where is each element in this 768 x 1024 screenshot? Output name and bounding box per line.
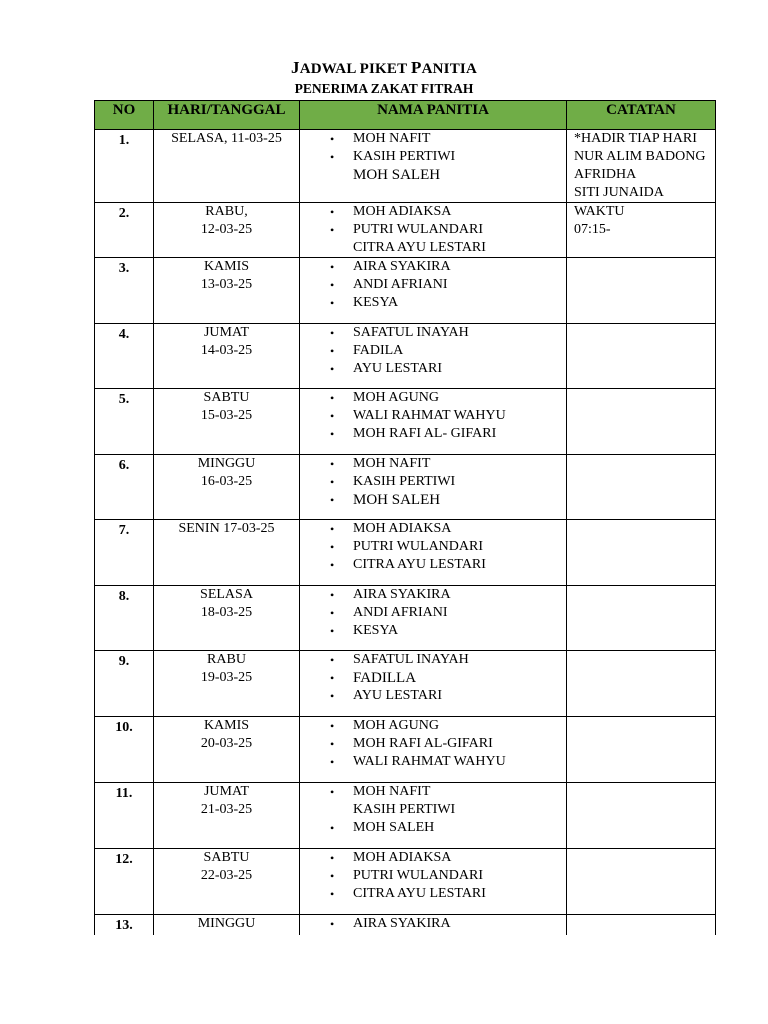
row-day bbox=[154, 258, 300, 324]
header-day: HARI/TANGGAL bbox=[154, 101, 300, 130]
header-no: NO bbox=[95, 101, 154, 130]
row-note bbox=[567, 586, 716, 651]
member-name: WALI RAHMAT WAHYU bbox=[353, 754, 506, 769]
committee-member bbox=[330, 520, 566, 538]
member-name: SAFATUL INAYAH bbox=[353, 325, 469, 340]
row-note bbox=[567, 520, 716, 586]
member-name: MOH RAFI AL- GIFARI bbox=[353, 426, 497, 441]
member-name: MOH RAFI AL-GIFARI bbox=[353, 736, 493, 751]
row-number: 1. bbox=[95, 130, 154, 203]
committee-member bbox=[330, 130, 566, 148]
committee-member bbox=[330, 604, 566, 622]
member-name: FADILA bbox=[353, 343, 404, 358]
committee-member bbox=[330, 783, 566, 801]
row-committee-names bbox=[300, 455, 567, 520]
row-day bbox=[154, 651, 300, 717]
committee-member bbox=[330, 556, 566, 574]
bullet-icon: • bbox=[330, 362, 335, 376]
row-day bbox=[154, 915, 300, 936]
note-line: 07:15- bbox=[574, 222, 611, 237]
committee-member bbox=[330, 586, 566, 604]
names-list bbox=[330, 258, 566, 312]
committee-member bbox=[330, 276, 566, 294]
bullet-icon: • bbox=[330, 869, 335, 883]
table-row bbox=[95, 324, 716, 389]
day-line: SABTU bbox=[203, 850, 250, 865]
table-row bbox=[95, 455, 716, 520]
member-name: CITRA AYU LESTARI bbox=[353, 886, 486, 901]
member-name: KASIH PERTIWI bbox=[353, 149, 456, 164]
row-number: 12. bbox=[95, 849, 154, 915]
member-name: MOH NAFIT bbox=[353, 784, 431, 799]
title-part-1: ADWAL PIKET bbox=[299, 61, 412, 77]
member-name: MOH SALEH bbox=[353, 492, 441, 508]
member-name: AIRA SYAKIRA bbox=[353, 587, 451, 602]
bullet-icon: • bbox=[330, 475, 335, 489]
member-name: ANDI AFRIANI bbox=[353, 277, 448, 292]
names-list bbox=[330, 586, 566, 640]
bullet-icon: • bbox=[330, 540, 335, 554]
bullet-icon: • bbox=[330, 260, 335, 274]
row-day bbox=[154, 586, 300, 651]
bullet-icon: • bbox=[330, 737, 335, 751]
member-name: KESYA bbox=[353, 295, 399, 310]
member-name: AIRA SYAKIRA bbox=[353, 916, 451, 931]
member-name: PUTRI WULANDARI bbox=[353, 868, 484, 883]
committee-member bbox=[330, 389, 566, 407]
committee-member bbox=[330, 425, 566, 443]
bullet-icon: • bbox=[330, 821, 335, 835]
row-committee-names bbox=[300, 389, 567, 455]
row-note bbox=[567, 389, 716, 455]
row-note bbox=[567, 203, 716, 258]
document-subtitle: PENERIMA ZAKAT FITRAH bbox=[294, 81, 474, 96]
committee-member bbox=[330, 491, 566, 509]
committee-member bbox=[330, 867, 566, 885]
bullet-icon: • bbox=[330, 719, 335, 733]
table-row bbox=[95, 130, 716, 203]
row-day bbox=[154, 203, 300, 258]
member-name: AYU LESTARI bbox=[353, 688, 442, 703]
row-number: 8. bbox=[95, 586, 154, 651]
names-list bbox=[330, 455, 566, 509]
member-name: MOH NAFIT bbox=[353, 131, 431, 146]
row-note bbox=[567, 783, 716, 849]
member-name: MOH NAFIT bbox=[353, 456, 431, 471]
row-note bbox=[567, 130, 716, 203]
member-name: MOH SALEH bbox=[353, 820, 435, 835]
names-list bbox=[330, 203, 566, 257]
row-note bbox=[567, 324, 716, 389]
bullet-icon: • bbox=[330, 917, 335, 931]
day-line: 19-03-25 bbox=[200, 670, 253, 685]
title-initial-1: J bbox=[290, 58, 300, 77]
day-line: JUMAT bbox=[203, 325, 250, 340]
day-line: SABTU bbox=[203, 390, 250, 405]
row-day bbox=[154, 324, 300, 389]
title-part-2: ANITIA bbox=[421, 61, 477, 77]
names-list bbox=[330, 783, 566, 837]
row-committee-names bbox=[300, 520, 567, 586]
row-number: 5. bbox=[95, 389, 154, 455]
bullet-icon: • bbox=[330, 223, 335, 237]
member-name: KESYA bbox=[353, 623, 399, 638]
day-line: 18-03-25 bbox=[200, 605, 253, 620]
bullet-icon: • bbox=[330, 851, 335, 865]
day-line: KAMIS bbox=[203, 259, 250, 274]
bullet-icon: • bbox=[330, 391, 335, 405]
committee-member bbox=[330, 669, 566, 687]
member-name: MOH AGUNG bbox=[353, 390, 439, 405]
bullet-icon: • bbox=[330, 755, 335, 769]
bullet-icon: • bbox=[330, 296, 335, 310]
member-name: MOH AGUNG bbox=[353, 718, 439, 733]
row-note bbox=[567, 915, 716, 936]
bullet-icon: • bbox=[330, 558, 335, 572]
day-line: 22-03-25 bbox=[200, 868, 253, 883]
bullet-icon: • bbox=[330, 457, 335, 471]
member-name: MOH ADIAKSA bbox=[353, 850, 452, 865]
day-line: 21-03-25 bbox=[200, 802, 253, 817]
day-line: RABU bbox=[207, 652, 246, 667]
bullet-icon: • bbox=[330, 785, 335, 799]
committee-member bbox=[330, 538, 566, 556]
row-number: 9. bbox=[95, 651, 154, 717]
row-number: 10. bbox=[95, 717, 154, 783]
committee-member bbox=[330, 455, 566, 473]
bullet-icon: • bbox=[330, 522, 335, 536]
member-name: ANDI AFRIANI bbox=[353, 605, 448, 620]
committee-member bbox=[330, 735, 566, 753]
row-committee-names bbox=[300, 586, 567, 651]
day-line: KAMIS bbox=[203, 718, 250, 733]
committee-member bbox=[330, 166, 566, 184]
table-row bbox=[95, 717, 716, 783]
row-note bbox=[567, 455, 716, 520]
committee-member bbox=[330, 203, 566, 221]
title-initial-2: P bbox=[411, 58, 422, 77]
table-row bbox=[95, 203, 716, 258]
row-committee-names bbox=[300, 783, 567, 849]
member-name: KASIH PERTIWI bbox=[353, 474, 456, 489]
row-committee-names bbox=[300, 849, 567, 915]
day-line: JUMAT bbox=[203, 784, 250, 799]
table-body bbox=[95, 130, 716, 936]
member-name: AYU LESTARI bbox=[353, 361, 442, 376]
day-line: 16-03-25 bbox=[200, 474, 253, 489]
row-note bbox=[567, 849, 716, 915]
member-name: AIRA SYAKIRA bbox=[353, 259, 451, 274]
day-line: MINGGU bbox=[197, 916, 256, 931]
committee-member bbox=[330, 148, 566, 166]
row-note bbox=[567, 651, 716, 717]
committee-member bbox=[330, 473, 566, 491]
day-line: MINGGU bbox=[197, 456, 256, 471]
member-name: CITRA AYU LESTARI bbox=[353, 557, 486, 572]
member-name: MOH ADIAKSA bbox=[353, 521, 452, 536]
row-number: 13. bbox=[95, 915, 154, 936]
note-line: AFRIDHA bbox=[574, 167, 637, 182]
table-row bbox=[95, 783, 716, 849]
document-title bbox=[0, 58, 768, 78]
committee-member bbox=[330, 622, 566, 640]
member-name: PUTRI WULANDARI bbox=[353, 539, 484, 554]
names-list bbox=[330, 130, 566, 184]
row-committee-names bbox=[300, 130, 567, 203]
row-committee-names bbox=[300, 717, 567, 783]
note-line: WAKTU bbox=[574, 204, 625, 219]
row-note bbox=[567, 258, 716, 324]
member-name: MOH ADIAKSA bbox=[353, 204, 452, 219]
row-number: 4. bbox=[95, 324, 154, 389]
committee-member bbox=[330, 801, 566, 819]
bullet-icon: • bbox=[330, 493, 335, 507]
row-number: 7. bbox=[95, 520, 154, 586]
day-line: 14-03-25 bbox=[200, 343, 253, 358]
row-day bbox=[154, 520, 300, 586]
header-names: NAMA PANITIA bbox=[300, 101, 567, 130]
day-line: SELASA, 11-03-25 bbox=[171, 131, 282, 146]
committee-member bbox=[330, 753, 566, 771]
row-committee-names bbox=[300, 324, 567, 389]
committee-member bbox=[330, 324, 566, 342]
committee-member bbox=[330, 849, 566, 867]
names-list bbox=[330, 849, 566, 903]
committee-member bbox=[330, 819, 566, 837]
bullet-icon: • bbox=[330, 278, 335, 292]
member-name: CITRA AYU LESTARI bbox=[353, 240, 486, 255]
bullet-icon: • bbox=[330, 606, 335, 620]
bullet-icon: • bbox=[330, 150, 335, 164]
committee-member bbox=[330, 342, 566, 360]
names-list bbox=[330, 389, 566, 443]
note-line: *HADIR TIAP HARI bbox=[574, 131, 697, 146]
bullet-icon: • bbox=[330, 409, 335, 423]
bullet-icon: • bbox=[330, 427, 335, 441]
row-day bbox=[154, 389, 300, 455]
row-note bbox=[567, 717, 716, 783]
row-number: 11. bbox=[95, 783, 154, 849]
committee-member bbox=[330, 717, 566, 735]
row-day bbox=[154, 130, 300, 203]
table-row bbox=[95, 849, 716, 915]
bullet-icon: • bbox=[330, 653, 335, 667]
committee-member bbox=[330, 687, 566, 705]
committee-member bbox=[330, 885, 566, 903]
table-row bbox=[95, 520, 716, 586]
bullet-icon: • bbox=[330, 132, 335, 146]
bullet-icon: • bbox=[330, 326, 335, 340]
member-name: MOH SALEH bbox=[353, 167, 441, 183]
names-list bbox=[330, 520, 566, 574]
bullet-icon: • bbox=[330, 887, 335, 901]
day-line: SENIN 17-03-25 bbox=[178, 521, 275, 536]
committee-member bbox=[330, 258, 566, 276]
row-number: 6. bbox=[95, 455, 154, 520]
day-line: 12-03-25 bbox=[200, 222, 253, 237]
note-line: NUR ALIM BADONG bbox=[574, 149, 706, 164]
row-day bbox=[154, 717, 300, 783]
day-line: 13-03-25 bbox=[200, 277, 253, 292]
table-row bbox=[95, 651, 716, 717]
committee-member bbox=[330, 239, 566, 257]
names-list bbox=[330, 915, 566, 933]
table-row bbox=[95, 586, 716, 651]
row-day bbox=[154, 849, 300, 915]
day-line: 15-03-25 bbox=[200, 408, 253, 423]
committee-member bbox=[330, 360, 566, 378]
header-note: CATATAN bbox=[567, 101, 716, 130]
committee-member bbox=[330, 407, 566, 425]
table-row bbox=[95, 258, 716, 324]
row-committee-names bbox=[300, 203, 567, 258]
row-day bbox=[154, 783, 300, 849]
member-name: WALI RAHMAT WAHYU bbox=[353, 408, 506, 423]
schedule-table bbox=[94, 100, 716, 935]
row-number: 3. bbox=[95, 258, 154, 324]
table-row bbox=[95, 915, 716, 936]
row-committee-names bbox=[300, 651, 567, 717]
table-header-row bbox=[95, 101, 716, 130]
table-row bbox=[95, 389, 716, 455]
committee-member bbox=[330, 294, 566, 312]
names-list bbox=[330, 651, 566, 705]
names-list bbox=[330, 324, 566, 378]
row-number: 2. bbox=[95, 203, 154, 258]
bullet-icon: • bbox=[330, 344, 335, 358]
bullet-icon: • bbox=[330, 689, 335, 703]
member-name: KASIH PERTIWI bbox=[353, 802, 456, 817]
day-line: SELASA bbox=[200, 587, 253, 602]
bullet-icon: • bbox=[330, 588, 335, 602]
row-day bbox=[154, 455, 300, 520]
member-name: PUTRI WULANDARI bbox=[353, 222, 484, 237]
names-list bbox=[330, 717, 566, 771]
bullet-icon: • bbox=[330, 205, 335, 219]
row-committee-names bbox=[300, 258, 567, 324]
committee-member bbox=[330, 651, 566, 669]
day-line: RABU, bbox=[205, 204, 248, 219]
member-name: FADILLA bbox=[353, 670, 417, 686]
bullet-icon: • bbox=[330, 671, 335, 685]
committee-member bbox=[330, 915, 566, 933]
day-line: 20-03-25 bbox=[200, 736, 253, 751]
row-committee-names bbox=[300, 915, 567, 936]
member-name: SAFATUL INAYAH bbox=[353, 652, 469, 667]
bullet-icon: • bbox=[330, 624, 335, 638]
note-line: SITI JUNAIDA bbox=[574, 185, 664, 200]
committee-member bbox=[330, 221, 566, 239]
